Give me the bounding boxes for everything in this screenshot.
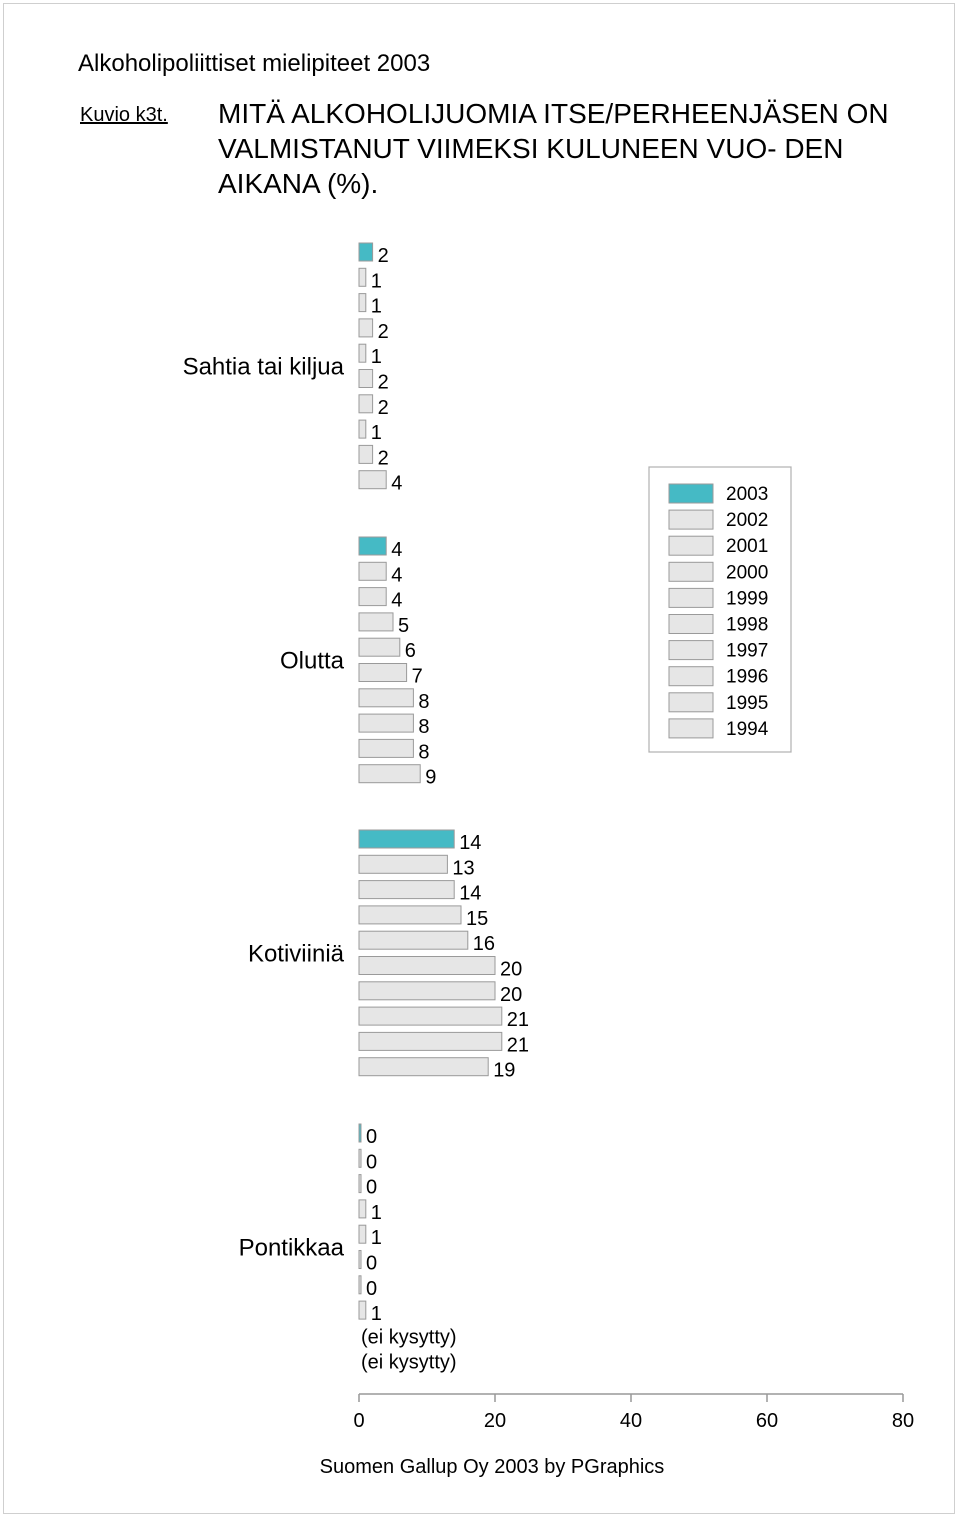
data-label: 0	[366, 1151, 378, 1174]
bar-4-2002	[359, 1149, 361, 1167]
bar-3-2002	[359, 855, 447, 873]
bar-3-1997	[359, 982, 495, 1000]
bar-1-2003	[359, 243, 373, 261]
bar-3-2000	[359, 906, 461, 924]
data-label: 1	[370, 346, 382, 369]
category-label-3: Kotiviiniä	[247, 940, 344, 968]
data-label: 16	[472, 933, 496, 956]
x-tick-label: 0	[353, 1410, 365, 1432]
data-label: 1	[370, 1201, 382, 1224]
bar-3-1994	[359, 1058, 488, 1076]
data-label: 4	[391, 539, 403, 561]
bar-1-2000	[359, 319, 373, 337]
bar-2-2000	[359, 613, 393, 631]
data-label: 21	[506, 1034, 530, 1057]
data-label: 2	[377, 245, 389, 267]
bar-4-2003	[359, 1124, 361, 1142]
bar-1-1999	[359, 344, 366, 362]
data-label: 8	[418, 690, 430, 713]
data-label: 20	[500, 983, 523, 1006]
data-label: 14	[459, 882, 482, 905]
data-label: 9	[425, 766, 437, 789]
data-label: 1	[370, 1227, 382, 1250]
legend-swatch-1999	[669, 588, 713, 607]
data-label: 14	[459, 832, 482, 854]
legend-swatch-2001	[669, 536, 713, 555]
bar-1-1994	[359, 471, 386, 489]
bar-2-1994	[359, 765, 420, 783]
bar-4-2000	[359, 1200, 366, 1218]
bar-2-1997	[359, 689, 413, 707]
data-label: 8	[418, 741, 430, 764]
data-label: 1	[370, 1303, 382, 1326]
bar-3-1996	[359, 1007, 502, 1025]
legend-label-1999: 1999	[726, 588, 769, 610]
data-label: 0	[366, 1277, 378, 1300]
data-label: 0	[366, 1252, 378, 1275]
bar-3-1998	[359, 957, 495, 975]
legend-swatch-1998	[669, 615, 713, 634]
category-label-2: Olutta	[279, 647, 344, 675]
bar-1-1997	[359, 395, 373, 413]
bar-4-2001	[359, 1175, 361, 1193]
bar-1-2001	[359, 294, 366, 312]
bar-1-1998	[359, 370, 373, 388]
legend-label-1998: 1998	[726, 614, 769, 636]
data-label: 5	[398, 614, 410, 637]
bar-1-1996	[359, 420, 366, 438]
bar-2-1995	[359, 739, 413, 757]
data-label: 15	[466, 907, 489, 930]
page-title: Alkoholipoliittiset mielipiteet 2003	[78, 50, 431, 77]
bar-2-1996	[359, 714, 413, 732]
legend-label-1995: 1995	[726, 692, 769, 714]
bar-4-1998	[359, 1251, 361, 1269]
x-tick-label: 80	[891, 1410, 915, 1432]
data-label: 4	[391, 589, 403, 612]
data-label: 1	[370, 270, 382, 293]
legend-label-1996: 1996	[726, 666, 769, 688]
bar-3-2003	[359, 830, 454, 848]
figure-label: Kuvio k3t.	[80, 104, 168, 126]
data-label: 21	[506, 1009, 530, 1032]
data-label: 8	[418, 716, 430, 739]
data-label: 6	[404, 640, 416, 663]
legend-swatch-1995	[669, 693, 713, 712]
legend-swatch-2002	[669, 510, 713, 529]
data-label: 13	[452, 857, 475, 880]
data-label: 4	[391, 472, 403, 495]
data-label: 0	[366, 1126, 378, 1148]
data-label: 1	[370, 422, 382, 445]
bar-3-1999	[359, 931, 468, 949]
x-tick-label: 20	[483, 1410, 507, 1432]
not-asked-label: (ei kysytty)	[361, 1351, 457, 1374]
x-tick-label: 60	[755, 1410, 779, 1432]
data-label: 20	[500, 958, 523, 981]
data-label: 2	[377, 396, 389, 419]
legend-swatch-1996	[669, 667, 713, 686]
bar-2-1998	[359, 664, 407, 682]
legend-label-1997: 1997	[726, 640, 769, 662]
data-label: 1	[370, 295, 382, 318]
legend-swatch-1994	[669, 719, 713, 738]
bar-2-2002	[359, 562, 386, 580]
data-label: 2	[377, 320, 389, 343]
x-tick-label: 40	[619, 1410, 643, 1432]
data-label: 2	[377, 371, 389, 394]
footer-credit: Suomen Gallup Oy 2003 by PGraphics	[319, 1456, 665, 1478]
bar-2-1999	[359, 638, 400, 656]
not-asked-label: (ei kysytty)	[361, 1326, 457, 1349]
bar-2-2001	[359, 588, 386, 606]
legend-label-2001: 2001	[726, 536, 769, 558]
chart-title: MITÄ ALKOHOLIJUOMIA ITSE/PERHEENJÄSEN ON VALMISTANUT VIIMEKSI KULUNEEN VUO- DEN AIKANA (%).	[218, 98, 889, 199]
bar-2-2003	[359, 537, 386, 555]
legend-label-2002: 2002	[726, 510, 769, 532]
category-label-1: Sahtia tai kiljua	[182, 353, 344, 381]
data-label: 4	[391, 564, 403, 587]
bar-4-1996	[359, 1301, 366, 1319]
bar-3-1995	[359, 1032, 502, 1050]
legend-swatch-2003	[669, 484, 713, 503]
bar-4-1997	[359, 1276, 361, 1294]
legend-label-1994: 1994	[726, 718, 769, 740]
bar-4-1999	[359, 1225, 366, 1243]
category-label-4: Pontikkaa	[238, 1234, 344, 1262]
legend-swatch-1997	[669, 641, 713, 660]
bar-3-2001	[359, 881, 454, 899]
legend-label-2000: 2000	[726, 562, 769, 584]
data-label: 2	[377, 447, 389, 470]
bar-1-1995	[359, 445, 373, 463]
bar-1-2002	[359, 268, 366, 286]
data-label: 0	[366, 1176, 378, 1199]
data-label: 7	[411, 665, 423, 688]
legend-label-2003: 2003	[726, 484, 769, 505]
data-label: 19	[493, 1059, 516, 1082]
legend-swatch-2000	[669, 562, 713, 581]
